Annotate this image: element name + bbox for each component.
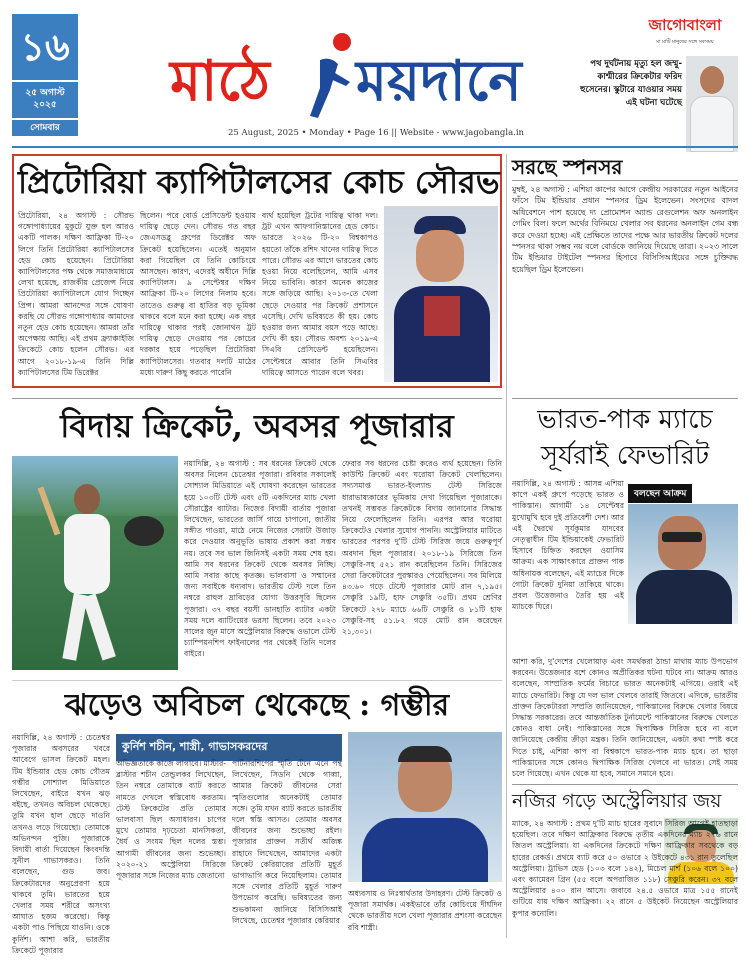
indpak-headline-2: সূর্যরাই ফেভারিট <box>540 441 710 471</box>
indpak-col1: নয়াদিল্লি, ২৪ অগাস্ট : আসন্ন এশিয়া কাপে একই গ্রুপে পড়েছে ভারত ও পাকিস্তান। আগামী ১৪ সেপ্টেম্বর মুখোমুখি হবে দুই প্রতিবেশী দেশ। আর এই দ্বৈরথে সূর্যকুমার যাদবের নেতৃত্বাধীন টিম ইন্ডিয়াকেই ফেভারিট হিসাবে চিহ্নিত করছেন ওয়াসিম আক্রম। এক সাক্ষাৎকারে প্রাক্তন পাক অধিনায়ক বলেছেন, এই ম্যাচের দিকে গোটা ক্রিকেট দুনিয়া তাকিয়ে থাকে। প্রবল উত্তেজনাও তৈরি হয় এই ম্যাচকে ঘিরে। <box>512 479 624 612</box>
saurav-col1: প্রিটোরিয়া, ২৪ অগাস্ট : সৌরভ গঙ্গোপাধ্যায়ের মুকুটে যুক্ত হল আরও একটি পালক। দক্ষিণ আফ্রিকা টি-২০ লিগে তিনি প্রিটোরিয়া ক্যাপিটালসের হেড কোচ হয়েছেন। প্রিটোরিয়া ক্যাপিটালসের পক্ষ থেকে সমাজমাধ্যমে লেখা হয়েছে, রাজকীয় প্রেজেন্স নিয়ে প্রিটোরিয়া ক্যাপিটালসে যোগ দিচ্ছেন প্রিন্স। আমরা আনন্দের সঙ্গে ঘোষণা করছি যে সৌরভ গঙ্গোপাধ্যায় আমাদের নতুন হেড কোচ হয়েছেন। আমরা তাঁর অপেক্ষায় আছি। এই প্রথম ফ্র্যাঞ্চাইজি ক্রিকেটে কোচ হলেন সৌরভ। এর আগে ২০১৮-১৯-এ তিনি দিল্লি ক্যাপিটালসের টিম ডিরেক্টর <box>18 211 134 377</box>
dateline: 25 August, 2025 • Monday • Page 16 || Website - www.jagobangla.in <box>228 128 525 138</box>
saurav-headline: প্রিটোরিয়া ক্যাপিটালসের কোচ সৌরভ <box>18 163 500 201</box>
sponsor-headline: সরছে স্পনসর <box>512 154 738 181</box>
indpak-headline-1: ভারত-পাক ম্যাচে <box>537 405 713 435</box>
weekday-box <box>12 120 78 136</box>
pujara-photo <box>12 456 178 670</box>
gambhir-kicker: কুর্নিশ শচীন, শাস্ত্রী, গাভাসকরদের <box>116 734 342 761</box>
masthead-rule <box>12 146 738 148</box>
brand-name: জাগোবাংলা <box>648 16 722 34</box>
footballer-icon <box>300 30 360 122</box>
gambhir-photo <box>348 732 502 882</box>
saurav-col2: ছিলেন। পরে বোর্ড প্রেসিডেন্ট হওয়ায় দায়িত্ব ছেড়ে দেন। সৌরভ গত বছর জেএসডব্লু গ্রুপের ডিরেক্টর অফ ক্রিকেট হয়েছিলেন। এতেই অনুমান করা গিয়েছিল যে তিনি কোচিংয়ে আসছেন। কারণ, এদেরই অধীনে দিল্লি ক্যাপিটালস। ৯ সেপ্টেম্বর দক্ষিণ আফ্রিকা টি-২০ লিগের নিলাম হবে। তাতেও গুরুত্ব বা হাতির বড় ভূমিকা থাকবে বলে মনে করা হচ্ছে। এক বছর দায়িত্বে থাকার পরই জোনাথন ট্রট দায়িত্ব ছেড়ে দেওয়ায় পর কোচের দরকার হয়ে পড়েছিল প্রিটোরিয়া ক্যাপিটালসের। গতবার দলটি মাঠের মধ্যে দারুণ কিছু করতে পারেনি <box>140 211 256 377</box>
logo-left: মাঠে <box>170 48 270 114</box>
indpak-full: আশা করি, দু'দেশের খেলোয়াড় এবং সমর্থকরা ঠান্ডা মাথায় ম্যাচ উপভোগ করবেন। উত্তেজনার বশে কোনও অপ্রীতিকর ঘটনা ঘটবে না। আক্রম আরও বলেছেন, সাম্প্রতিক ফর্মের বিচারে ভারত অনেকটাই এগিয়ে। ওরাই এই ম্যাচে ফেভারিট। কিন্তু যে দল ভাল খেলবে তারাই জিতবে। এদিকে, ভারতীয় প্রাক্তন ক্রিকেটাররা সম্প্রতি জানিয়েছেন, পাকিস্তানের বিরুদ্ধে খেলার বিষয়ে সিদ্ধান্ত সরকারের। তবে আন্তর্জাতিক টুর্নামেন্টে পাকিস্তানের বিরুদ্ধে খেলতে কোনও বাধা নেই। পাকিস্তানের সঙ্গে দ্বিপাক্ষিক সিরিজ হবে না বলে জানিয়েছে কেন্দ্রীয় ক্রীড়া মন্ত্রক। তিনি জানিয়েছেন, একটা কথা স্পষ্ট করে দিতে চাই, এশিয়া কাপ বা বিশ্বকাপে ভারত-পাক ম্যাচ হবে। তা ছাড়া পাকিস্তানের সঙ্গে কোনও দ্বিপাক্ষিক সিরিজ খেলবে না ভারত। সেই সময় চলে গিয়েছে। এখন থেকে যা হবে, সমানে সমানে হবে। <box>512 657 738 779</box>
indpak-kicker: বলছেন আক্রম <box>628 484 692 503</box>
teaser-text: পথ দুর্ঘটনায় মৃত্যু হল জম্মু-কাশ্মীরের ক্রিকেটার ফরিদ হুসেনের। স্কুটারে যাওয়ার সময় এই ঘটনা ঘটেছে <box>580 59 682 108</box>
pujara-col2: ফেরার সব ধরনের চেষ্টা করেও ব্যর্থ হয়েছেন। তিনি কাউন্টি ক্রিকেট এবং ঘরোয়া ক্রিকেট খেলছিলেন। সদ্যসমাপ্ত ভারত-ইংল্যান্ড টেস্ট সিরিজে ধারাভাষ্যকারের ভূমিকায় দেখা গিয়েছিল পূজারাকে। তখনই সম্ভবত ক্রিকেটকে বিদায় জানানোর সিদ্ধান্ত নিয়ে ফেলেছিলেন তিনি। এরপর আর ঘরোয়া ক্রিকেটেও খেলার সুযোগ পাননি। অস্ট্রেলিয়ার মাটিতে ভারতের পরপর দু'টি টেস্ট সিরিজ জয়ে গুরুত্বপূর্ণ অবদান ছিল পূজারার। ২০১৮-১৯ সিরিজে তিন সেঞ্চুরি-সহ ৫২১ রান করেছিলেন তিনি। সিরিজের সেরা ক্রিকেটারের পুরস্কারও পেয়েছিলেন। সব মিলিয়ে ৪৩.৬০ গড়ে টেস্টে পূজারার মোট রান ৭,১৯৫। সেঞ্চুরি ১৯টি, হাফ সেঞ্চুরি ৩৫টি। প্রথম শ্রেণির ক্রিকেটে ২৭৮ ম্যাচে ৬৬টি সেঞ্চুরি ও ৮১টি হাফ সেঞ্চুরি-সহ ৫১.৮২ গড়ে মোট রান করেছেন ২১,৩০১। <box>342 459 502 637</box>
brand-tagline: মা মাটি মানুষের সঙ্গে সবসময় <box>656 39 714 45</box>
brand-logo <box>630 14 740 47</box>
logo-right: ময়দানে <box>356 48 522 114</box>
akram-photo <box>628 504 738 624</box>
teaser-photo <box>686 56 738 152</box>
saurav-col3: ব্যর্থ হয়েছিল ট্রটের দায়িত্ব থাকা দল। ট্রট এখন আফগানিস্তানের হেড কোচ। ভারতে ২০২৬ টি-২০ বিশ্বকাপও হয়তো তাঁকে রশিদ খানের দায়িত্ব দিতে পারে। সৌরভ এর আগে ভারতের কোচ হওয়া নিয়ে বলেছিলেন, আমি এসব নিয়ে ভাবিনি। কারণ অনেক কাজের সঙ্গে জড়িয়ে আছি। ২০১৩-তে খেলা ছেড়ে দেওয়ার পর ক্রিকেট প্রশাসনে এসেছি। দেখি ভবিষ্যতে কী হয়। কোচ হওয়ার জন্য আমার বয়স পড়ে আছে। দেখি কী হয়। সৌরভ অবশ্য ২০১৯-এ সিএবি প্রেসিডেন্ট হয়েছিলেন। সেপ্টেম্বরে আবার তিনি সিএবির দায়িত্বে আসতে পারেন বলে খবর। <box>262 211 378 377</box>
gambhir-headline: ঝড়েও অবিচল থেকেছে : গম্ভীর <box>64 688 450 723</box>
pujara-rule <box>12 398 502 399</box>
date: ২৫ অগাস্ট ২০২৫ <box>25 88 65 110</box>
saurav-photo <box>384 206 498 382</box>
page-number-box <box>12 14 78 80</box>
pujara-col1: নয়াদিল্লি, ২৪ অগাস্ট : সব ধরনের ক্রিকেট থেকে অবসর নিলেন চেতেশ্বর পূজারা। রবিবার সকালেই সোশ্যাল মিডিয়াতে এই ঘোষণা করেছেন ভারতের হয়ে ১০৩টি টেস্ট এবং ৫টি একদিনের ম্যাচ খেলা সৌরাষ্ট্রের ব্যাটার। নিজের বিদায়ী বার্তায় পূজারা লিখেছেন, ভারতের জার্সি গায়ে চাপানো, জাতীয় সঙ্গীত গাওয়া, মাঠে নেমে নিজের সেরাটা উজাড় করে দেওয়ার অনুভূতি ভাষায় প্রকাশ করা সম্ভব নয়। তবে সব ভাল জিনিসই একটা সময় শেষ হয়। আমি সব ধরনের ক্রিকেট থেকে অবসর নিচ্ছি। আমি সবার কাছে কৃতজ্ঞ। ভালবাসা ও সম্মানের জন্য সবাইকে ধন্যবাদ। ভারতীয় টেস্ট দলে তিন নম্বরে রাহুল দ্রাবিড়ের যোগ্য উত্তরসূরি ছিলেন পূজারা। ৩৭ বছর বয়সী ডানহাতি ব্যাটার একটা সময় দলে ব্যাটিংয়ের ভরসা ছিলেন। তবে ২০২৩ সালের জুন মাসে অস্ট্রেলিয়ার বিরুদ্ধে ওভালে টেস্ট চ্যাম্পিয়নশিপ ফাইনালের পর থেকেই তিনি দলের বাইরে। <box>184 459 336 659</box>
right-column-rule <box>506 154 507 938</box>
sponsor-body: মুম্বই, ২৪ অগাস্ট : এশিয়া কাপের আগে কেন্দ্রীয় সরকারের নতুন আইনের ফাঁসে টিম ইন্ডিয়ার প্রধান স্পনসর ড্রিম ইলেভেন। সংসদের বাদল অধিবেশনে পাশ হয়েছে দ্য প্রোমোশন অ্যান্ড রেগুলেশন অফ অনলাইন গেমিং বিল। ফলে অর্থের বিনিময়ে খেলার সব ধরনের অনলাইন গেম বন্ধ করে দেওয়া হচ্ছে। এই প্রেক্ষিতে তাদের পক্ষে আর ভারতীয় ক্রিকেট দলের স্পনসর থাকা সম্ভব নয় বলে বোর্ডকে জানিয়ে দিয়েছে তারা। ২০২৩ সালে টিম ইন্ডিয়ার টাইটেল স্পনসর হিসাবে বিসিসিআইয়ের সঙ্গে চুক্তিবদ্ধ হয়েছিল ড্রিম ইলেভেন। <box>512 185 738 274</box>
indpak-rule <box>512 398 738 399</box>
gambhir-col1: নয়াদিল্লি, ২৪ অগাস্ট : চেতেশ্বর পূজারার অবসরের খবরে আবেগে ভাসল ক্রিকেট মহল। টিম ইন্ডিয়ার হেড কোচ গৌতম গম্ভীর সোশ্যাল মিডিয়াতে লিখেছেন, বাইরে যখন ঝড় বইছে, তখনও অবিচল থেকেছে। তুমি যখন হাল ছেড়ে দাওনি তখনও লড়ে গিয়েছো। তোমাকে অভিনন্দন পুজি। পূজারাকে বিদায়ী বার্তা দিয়েছেন কিংবদন্তি সুনীল গাভাসকরও। তিনি বলেছেন, গুড জব। ক্রিকেটারদের অনুপ্রেরণা হয়ে থাকবে তুমি। ভারতের হয়ে খেলার সময় শরীরে অসংখ্য আঘাত হজম করেছো। কিন্তু একটা পাও পিছিয়ে যাওনি। ওকে কুর্নিশ। আশা করি, ভারতীয় ক্রিকেটে পূজারার <box>12 733 110 955</box>
pujara-headline: বিদায় ক্রিকেট, অবসর পূজারার <box>60 407 454 445</box>
date-box <box>12 82 78 118</box>
australia-body: ম্যাকে, ২৪ অগাস্ট : প্রথম দু'টি ম্যাচ হারের সুবাদে সিরিজ আগেই হাতছাড়া হয়েছিল। তবে দক্ষিণ আফ্রিকার বিরুদ্ধে তৃতীয় একদিনের ম্যাচ ২৭৬ রানে জিতল অস্ট্রেলিয়া। যা একদিনের ক্রিকেটে দক্ষিণ আফ্রিকার সবথেকে বড় হারের রেকর্ড। প্রথমে ব্যাট করে ৫০ ওভারে ২ উইকেটে ৪৩১ রান তুলেছিল অস্ট্রেলিয়া। ট্রাভিস হেড (১০৩ বলে ১৪২), মিচেল মার্শ (১০৬ বলে ১০০) এবং ক্যামেরন গ্রিন (৫৫ বলে অপরাজিত ১১৮) সেঞ্চুরি করেন। ৩৭ বলে অস্ট্রেলিয়ার ৪০০ রান আসে। জবাবে ২৪.৫ ওভারে মাত্র ১৫৫ রানেই গুটিয়ে যায় দক্ষিণ আফ্রিকা। ২২ রানে ৫ উইকেট নিয়েছেন অস্ট্রেলিয়ার কুপার কনোলি। <box>512 819 738 918</box>
australia-rule <box>512 784 738 785</box>
gambhir-col4: অধ্যবসায় ও নিঃস্বার্থতার উদাহরণ। টেস্ট ক্রিকেট ও পূজারা সমার্থক। একইভাবে তাঁর কোচিংয়ে দীর্ঘদিন থেকে ভারতীয় দলে খেলা পূজারার প্রশংসা করেছেন রবি শাস্ত্রী। <box>348 889 502 932</box>
gambhir-col3: পার্টনারশিপের স্মৃতি টেনে এনে পন্থ লিখেছেন, সিডনি থেকে গাব্বা, আমার ক্রিকেট জীবনের সেরা স্মৃতিগুলোর অনেকটাই তোমার সঙ্গে। তুমি যখন ব্যাট করতে ভারতীয় দলে স্বস্তি আসত। তোমার অবসর জীবনের জন্য শুভেচ্ছা রইল। পূজারার প্রাক্তন সতীর্থ অজিঙ্ক রাহানে লিখেছেন, আমাদের একটা ক্রিকেট কেরিয়ারের প্রতিটি মুহূর্ত ভাগাভাগি করে নিয়েছিলাম। তোমার সঙ্গে খেলার প্রতিটি মুহূর্ত দারুণ উপভোগ করেছি। ভবিষ্যতের জন্য শুভকামনা জানিয়ে বিসিসিআই লিখেছে, চেতেশ্বর পূজারার কেরিয়ার <box>232 759 342 925</box>
masthead-logo <box>170 30 570 130</box>
gambhir-rule <box>12 680 502 681</box>
page-number: ১৬ <box>20 24 70 69</box>
gambhir-col2: অভিজ্ঞতাকে কাজে লাগাবে। মাস্টার-ব্লাস্টার শচীন তেন্ডুলকর লিখেছেন, তিন নম্বরে তোমাকে ব্যাট করতে নামতে দেখলে স্বস্তিবোধ করতাম। টেস্ট ক্রিকেটের প্রতি তোমার ভালবাসা ছিল অসাধারণ। চাপের মুখে তোমার দৃঢ়চেতা মানসিকতা, ধৈর্য ও সংযম ছিল দলের স্তম্ভ। আগামী জীবনের জন্য শুভেচ্ছা। ২০২০-২১ অস্ট্রেলিয়া সিরিজে পূজারার সঙ্গে নিজের ম্যাচ জেতানো <box>116 759 227 881</box>
weekday: সোমবার <box>30 123 60 133</box>
australia-headline: নজির গড়ে অস্ট্রেলিয়ার জয় <box>512 790 722 812</box>
